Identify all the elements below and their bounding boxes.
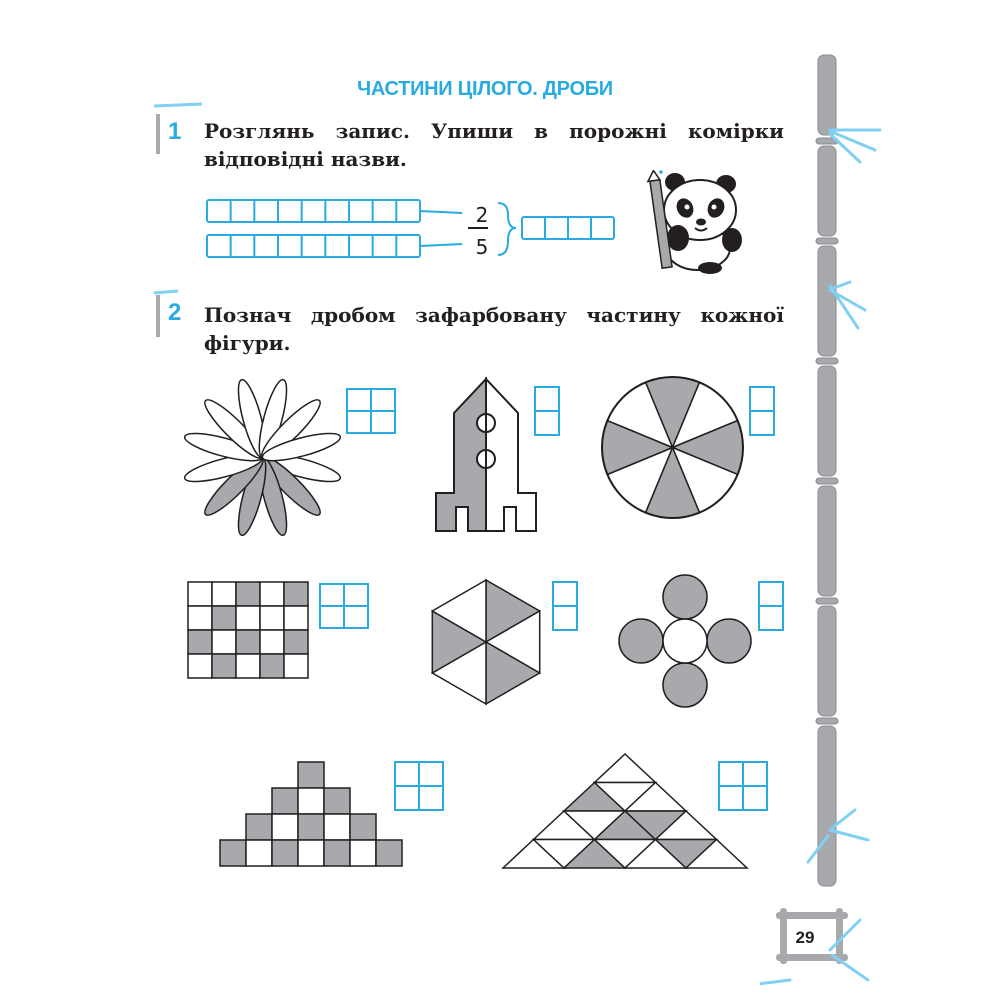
pyramid-cell bbox=[350, 840, 376, 866]
pyramid-cell bbox=[220, 840, 246, 866]
pyramid-cell bbox=[298, 788, 324, 814]
task2-number: 2 bbox=[168, 299, 182, 326]
grid-cell bbox=[284, 582, 308, 606]
page-number: 29 bbox=[795, 928, 815, 947]
fraction-numerator: 2 bbox=[475, 203, 489, 227]
grid-figure bbox=[186, 580, 310, 680]
answer-box-hexagon[interactable] bbox=[551, 580, 579, 632]
pyramid-cell bbox=[298, 814, 324, 840]
pyramid-cell bbox=[246, 814, 272, 840]
grid-cell bbox=[212, 582, 236, 606]
pyramid-cell bbox=[324, 840, 350, 866]
triangles-figure bbox=[500, 752, 750, 870]
grid-cell bbox=[188, 582, 212, 606]
pyramid-cell bbox=[272, 788, 298, 814]
grid-cell bbox=[236, 582, 260, 606]
pyramid-cell bbox=[376, 840, 402, 866]
grid-cell bbox=[188, 654, 212, 678]
triangle-up bbox=[595, 754, 656, 783]
answer-box-grid[interactable] bbox=[318, 582, 370, 630]
grid-cell bbox=[284, 630, 308, 654]
task2-instruction: Познач дробом зафарбовану частину кожної фігури. bbox=[204, 303, 784, 355]
page-title: ЧАСТИНИ ЦІЛОГО. ДРОБИ bbox=[357, 78, 613, 100]
rocket-figure bbox=[432, 375, 540, 535]
answer-box-flower[interactable] bbox=[345, 387, 397, 435]
pyramid-figure bbox=[218, 760, 408, 870]
fraction-denominator: 5 bbox=[475, 235, 489, 259]
answer-box-pyramid[interactable] bbox=[393, 760, 445, 812]
pyramid-cell bbox=[272, 814, 298, 840]
pyramid-cell bbox=[298, 840, 324, 866]
answer-box-circles[interactable] bbox=[757, 580, 785, 632]
grid-cell bbox=[284, 606, 308, 630]
task1-instruction: Розглянь запис. Упиши в порожні комірки відповідні назви. bbox=[204, 119, 784, 171]
grid-cell bbox=[188, 630, 212, 654]
grid-cell bbox=[236, 654, 260, 678]
grid-cell bbox=[212, 606, 236, 630]
grid-cell bbox=[260, 630, 284, 654]
task1-number: 1 bbox=[168, 118, 182, 145]
grid-cell bbox=[260, 582, 284, 606]
pyramid-cell bbox=[298, 762, 324, 788]
grid-cell bbox=[236, 630, 260, 654]
grid-cell bbox=[260, 606, 284, 630]
bamboo-decoration bbox=[760, 50, 900, 1000]
pyramid-cell bbox=[272, 840, 298, 866]
pyramid-cell bbox=[246, 840, 272, 866]
answer-box-triangles[interactable] bbox=[717, 760, 769, 812]
pyramid-cell bbox=[324, 788, 350, 814]
pyramid-cell bbox=[324, 814, 350, 840]
answer-box-rocket[interactable] bbox=[533, 385, 561, 437]
grid-cell bbox=[260, 654, 284, 678]
pyramid-cell bbox=[350, 814, 376, 840]
answer-box-circle[interactable] bbox=[748, 385, 776, 437]
flower-figure bbox=[180, 375, 345, 540]
circles-cross-figure bbox=[616, 572, 756, 710]
grid-cell bbox=[188, 606, 212, 630]
grid-cell bbox=[236, 606, 260, 630]
grid-cell bbox=[212, 630, 236, 654]
hexagon-figure bbox=[424, 572, 548, 712]
grid-cell bbox=[284, 654, 308, 678]
grid-cell bbox=[212, 654, 236, 678]
circle-figure bbox=[600, 375, 745, 520]
panda-illustration bbox=[640, 170, 750, 275]
task1-diagram bbox=[200, 195, 630, 270]
